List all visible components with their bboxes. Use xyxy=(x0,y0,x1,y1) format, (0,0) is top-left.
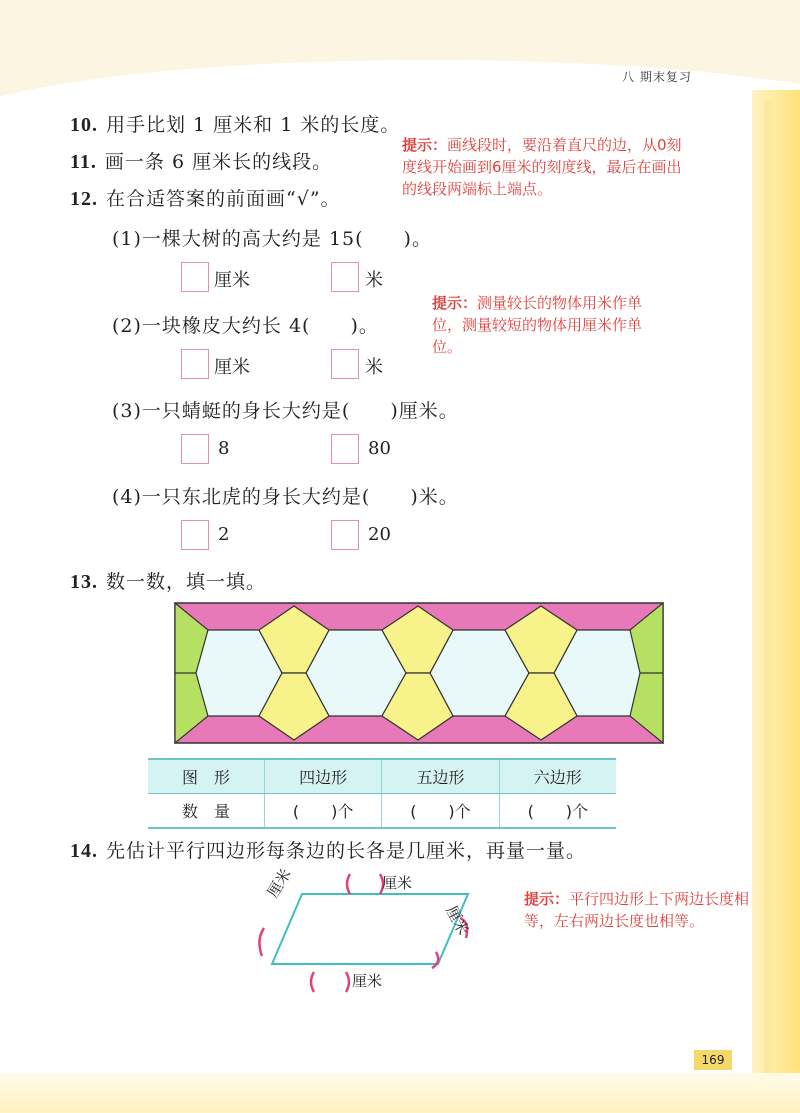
q12-item-3-prompt: (3)一只蜻蜓的身长大约是( )厘米。 xyxy=(112,400,459,422)
chapter-title: 八 期末复习 xyxy=(622,70,692,84)
hint-body: 画线段时，要沿着直尺的边，从0刻度线开始画到6厘米的刻度线，最后在画出的线段两端标上端点。 xyxy=(402,136,682,198)
answer-paren-bottom-right xyxy=(346,972,349,992)
option-label: 2 xyxy=(218,524,230,545)
question-number: 11. xyxy=(70,151,97,173)
hint-body: 测量较长的物体用米作单位，测量较短的物体用厘米作单位。 xyxy=(432,294,643,356)
row-label: 数 量 xyxy=(148,794,264,829)
question-text: 用手比划 1 厘米和 1 米的长度。 xyxy=(106,114,401,136)
question-number: 10. xyxy=(70,114,98,136)
answer-checkbox[interactable] xyxy=(331,520,359,550)
count-answer-cell[interactable]: ( )个 xyxy=(264,794,381,829)
hint-line-drawing xyxy=(402,134,687,200)
question-10 xyxy=(70,110,400,137)
option-label: 米 xyxy=(365,357,383,378)
answer-checkbox[interactable] xyxy=(181,434,209,464)
option-label: 80 xyxy=(368,438,391,459)
count-table xyxy=(148,758,616,829)
answer-checkbox[interactable] xyxy=(181,349,209,379)
page-edge xyxy=(752,90,800,1113)
parallelogram xyxy=(272,894,468,964)
page-edge-line xyxy=(764,100,772,1100)
q12-item-4-prompt: (4)一只东北虎的身长大约是( )米。 xyxy=(112,486,459,508)
header-cell: 图 形 xyxy=(148,759,264,794)
hint-parallelogram xyxy=(524,888,754,932)
hint-label: 提示： xyxy=(524,890,570,908)
question-number: 14. xyxy=(70,840,98,862)
question-13 xyxy=(70,567,266,594)
answer-checkbox[interactable] xyxy=(331,434,359,464)
option-label: 厘米 xyxy=(214,270,250,291)
shape-pattern-figure xyxy=(174,602,664,744)
hint-body: 平行四边形上下两边长度相等，左右两边长度也相等。 xyxy=(524,890,750,930)
question-11 xyxy=(70,147,332,174)
answer-paren-right-low xyxy=(432,952,438,968)
bottom-band xyxy=(0,1073,800,1113)
answer-checkbox[interactable] xyxy=(181,520,209,550)
table-header-row xyxy=(148,759,616,794)
table-row xyxy=(148,794,616,829)
count-answer-cell[interactable]: ( )个 xyxy=(499,794,616,829)
answer-checkbox[interactable] xyxy=(331,262,359,292)
answer-paren-top-left xyxy=(347,874,350,894)
answer-paren-bottom-left xyxy=(311,972,314,992)
question-number: 13. xyxy=(70,571,98,593)
option-label: 8 xyxy=(218,438,230,459)
answer-checkbox[interactable] xyxy=(331,349,359,379)
hint-label: 提示： xyxy=(432,294,478,312)
question-text: 在合适答案的前面画“√”。 xyxy=(106,188,341,210)
question-text: 先估计平行四边形每条边的长各是几厘米，再量一量。 xyxy=(106,840,587,862)
hint-label: 提示： xyxy=(402,136,448,154)
question-12 xyxy=(70,184,341,211)
count-answer-cell[interactable]: ( )个 xyxy=(382,794,499,829)
option-label: 20 xyxy=(368,524,391,545)
hint-units xyxy=(432,292,652,358)
question-text: 数一数，填一填。 xyxy=(106,571,267,593)
header-cell: 五边形 xyxy=(382,759,499,794)
option-label: 米 xyxy=(365,270,383,291)
question-number: 12. xyxy=(70,188,98,210)
header-cell: 六边形 xyxy=(499,759,616,794)
question-14 xyxy=(70,836,586,863)
option-label: 厘米 xyxy=(214,357,250,378)
q12-item-1-prompt: (1)一棵大树的高大约是 15( )。 xyxy=(112,228,432,250)
answer-paren-left xyxy=(259,928,264,956)
q12-item-2-prompt: (2)一块橡皮大约长 4( )。 xyxy=(112,315,379,337)
question-text: 画一条 6 厘米长的线段。 xyxy=(104,151,333,173)
label-top: 厘米 xyxy=(382,874,413,892)
page-number: 169 xyxy=(694,1050,732,1070)
answer-checkbox[interactable] xyxy=(181,262,209,292)
label-left: 厘米 xyxy=(263,865,295,901)
label-bottom: 厘米 xyxy=(352,972,383,990)
header-cell: 四边形 xyxy=(264,759,381,794)
label-right: 厘米 xyxy=(442,902,473,938)
